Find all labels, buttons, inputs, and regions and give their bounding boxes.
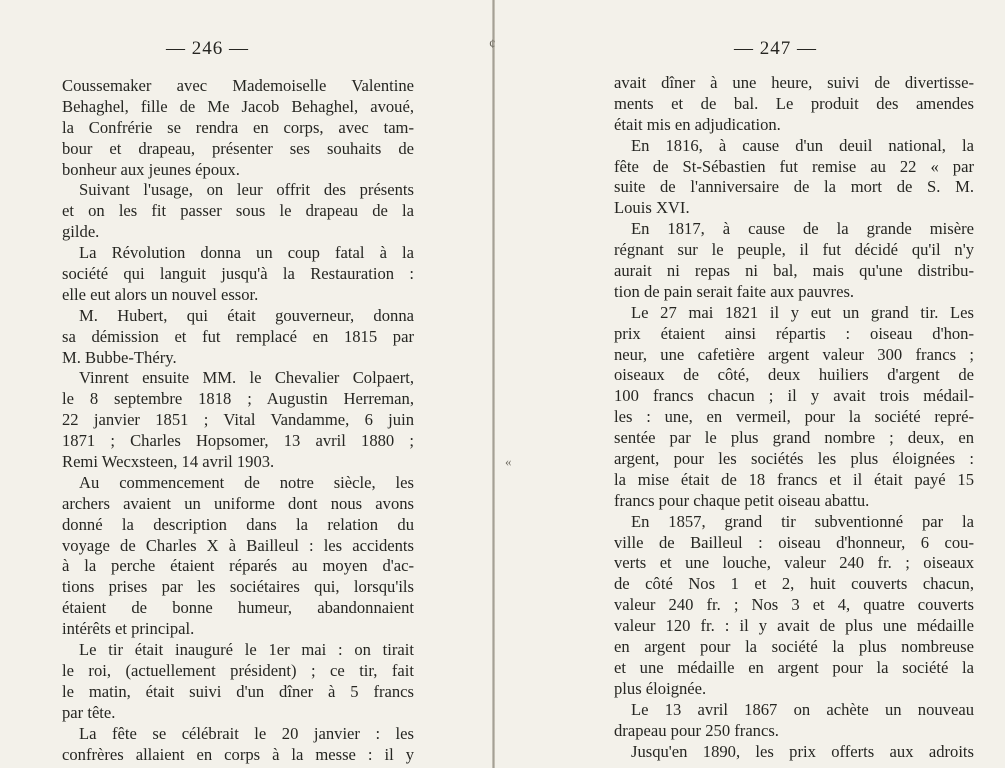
text-line: et une médaille en argent pour la société la — [614, 657, 974, 677]
text-line: Behaghel, fille de Me Jacob Behaghel, avoué, — [62, 96, 414, 116]
text-line: étaient de bonne humeur, abandonnaient — [62, 598, 414, 618]
text-line: La fête se célébrait le 20 janvier : les — [79, 723, 414, 743]
text-line: en argent pour la société la plus nombreuse — [614, 637, 974, 657]
text-line: 22 janvier 1851 ; Vital Vandamme, 6 juin — [62, 410, 414, 430]
text-line: par tête. — [62, 702, 116, 722]
text-line: prix étaient ainsi répartis : oiseau d'hon- — [614, 323, 974, 343]
text-line: Au commencement de notre siècle, les — [79, 472, 414, 492]
text-line: plus éloignée. — [614, 678, 707, 698]
text-line: Remi Wecxsteen, 14 avril 1903. — [62, 452, 275, 472]
text-line: oiseaux de côté, deux huiliers d'argent de — [614, 365, 974, 385]
text-line: En 1816, à cause d'un deuil national, la — [631, 135, 974, 155]
text-line: 100 francs chacun ; il y avait trois médail- — [614, 386, 974, 406]
text-line: bonheur aux jeunes époux. — [62, 159, 240, 179]
text-line: Jusqu'en 1890, les prix offerts aux adroits — [631, 741, 974, 761]
text-line: M. Bubbe-Théry. — [62, 347, 177, 367]
text-line: valeur 240 fr. ; Nos 3 et 4, quatre couverts — [614, 595, 974, 615]
text-line: société qui languit jusqu'à la Restauration : — [62, 264, 414, 284]
text-line: Coussemaker avec Mademoiselle Valentine — [62, 76, 414, 95]
left-page — [0, 0, 490, 768]
text-line: avait dîner à une heure, suivi de divertisse- — [614, 73, 974, 92]
text-line: Vinrent ensuite MM. le Chevalier Colpaert, — [79, 368, 414, 388]
right-text-column — [614, 73, 974, 762]
text-line: neur, une cafetière argent valeur 300 francs ; — [614, 344, 974, 364]
text-line: archers avaient un uniforme dont nous avons — [62, 493, 414, 513]
text-line: confrères allaient en corps à la messe : il y — [62, 744, 414, 764]
gutter-mark-middle: « — [505, 454, 512, 469]
text-line: ville de Bailleul : oiseau d'honneur, 6 cou- — [614, 532, 974, 552]
text-line: M. Hubert, qui était gouverneur, donna — [79, 305, 414, 325]
text-line: de côté Nos 1 et 2, huit couverts chacun, — [614, 574, 974, 594]
text-line: aurait ni repas ni bal, mais qu'une distribu- — [614, 261, 974, 281]
gutter-mark-top: ¢ — [489, 36, 496, 51]
text-line: intérêts et principal. — [62, 619, 195, 639]
text-line: Suivant l'usage, on leur offrit des présents — [79, 180, 414, 200]
text-line: tions prises par les sociétaires qui, lorsqu'ils — [62, 577, 414, 597]
text-line: tion de pain serait faite aux pauvres. — [614, 281, 855, 301]
text-line: était mis en adjudication. — [614, 114, 781, 134]
text-line: Le 13 avril 1867 on achète un nouveau — [631, 699, 974, 719]
right-page — [496, 0, 1005, 768]
text-line: donné la description dans la relation du — [62, 514, 414, 534]
text-line: elle eut alors un nouvel essor. — [62, 284, 259, 304]
text-line: verts et une louche, valeur 240 fr. ; oiseaux — [614, 553, 974, 573]
text-line: à la perche étaient réparés au moyen d'ac- — [62, 556, 414, 576]
text-line: Le 27 mai 1821 il y eut un grand tir. Les — [631, 302, 974, 322]
text-line: suite de l'anniversaire de la mort de S. M. — [614, 177, 974, 197]
text-line: la Confrérie se rendra en corps, avec tam- — [62, 117, 414, 137]
text-line: La Révolution donna un coup fatal à la — [79, 243, 414, 263]
left-text-column — [62, 76, 414, 765]
text-line: le 8 septembre 1818 ; Augustin Herreman, — [62, 389, 414, 409]
text-line: sentée par le plus grand nombre ; deux, en — [614, 428, 974, 448]
text-line: valeur 120 fr. : il y avait de plus une médaille — [614, 616, 974, 636]
text-line: francs pour chaque petit oiseau abattu. — [614, 490, 870, 510]
text-line: argent, pour les sociétés les plus éloignées : — [614, 449, 974, 469]
text-line: la mise était de 18 francs et il était payé 15 — [614, 469, 974, 489]
text-line: régnant sur le peuple, il fut décidé qu'il n'y — [614, 240, 974, 260]
text-line: bour et drapeau, présenter ses souhaits de — [62, 138, 414, 158]
text-line: et on les fit passer sous le drapeau de la — [62, 201, 414, 221]
text-line: sa démission et fut remplacé en 1815 par — [62, 326, 414, 346]
page-number-right: — 247 — — [734, 38, 817, 59]
text-line: En 1857, grand tir subventionné par la — [631, 511, 974, 531]
text-line: Le tir était inauguré le 1er mai : on tirait — [79, 640, 414, 660]
text-line: ments et de bal. Le produit des amendes — [614, 93, 974, 113]
text-line: le matin, était suivi d'un dîner à 5 francs — [62, 681, 414, 701]
text-line: En 1817, à cause de la grande misère — [631, 219, 974, 239]
text-line: Louis XVI. — [614, 198, 690, 218]
text-line: gilde. — [62, 222, 100, 242]
text-line: drapeau pour 250 francs. — [614, 720, 779, 740]
page-number-left: — 246 — — [166, 38, 249, 59]
text-line: 1871 ; Charles Hopsomer, 13 avril 1880 ; — [62, 431, 414, 451]
text-line: les : une, en vermeil, pour la société repré- — [614, 407, 974, 427]
book-gutter — [492, 0, 495, 768]
text-line: voyage de Charles X à Bailleul : les accidents — [62, 535, 414, 555]
text-line: fête de St-Sébastien fut remise au 22 « par — [614, 156, 974, 176]
text-line: le roi, (actuellement président) ; ce tir, fait — [62, 660, 414, 680]
